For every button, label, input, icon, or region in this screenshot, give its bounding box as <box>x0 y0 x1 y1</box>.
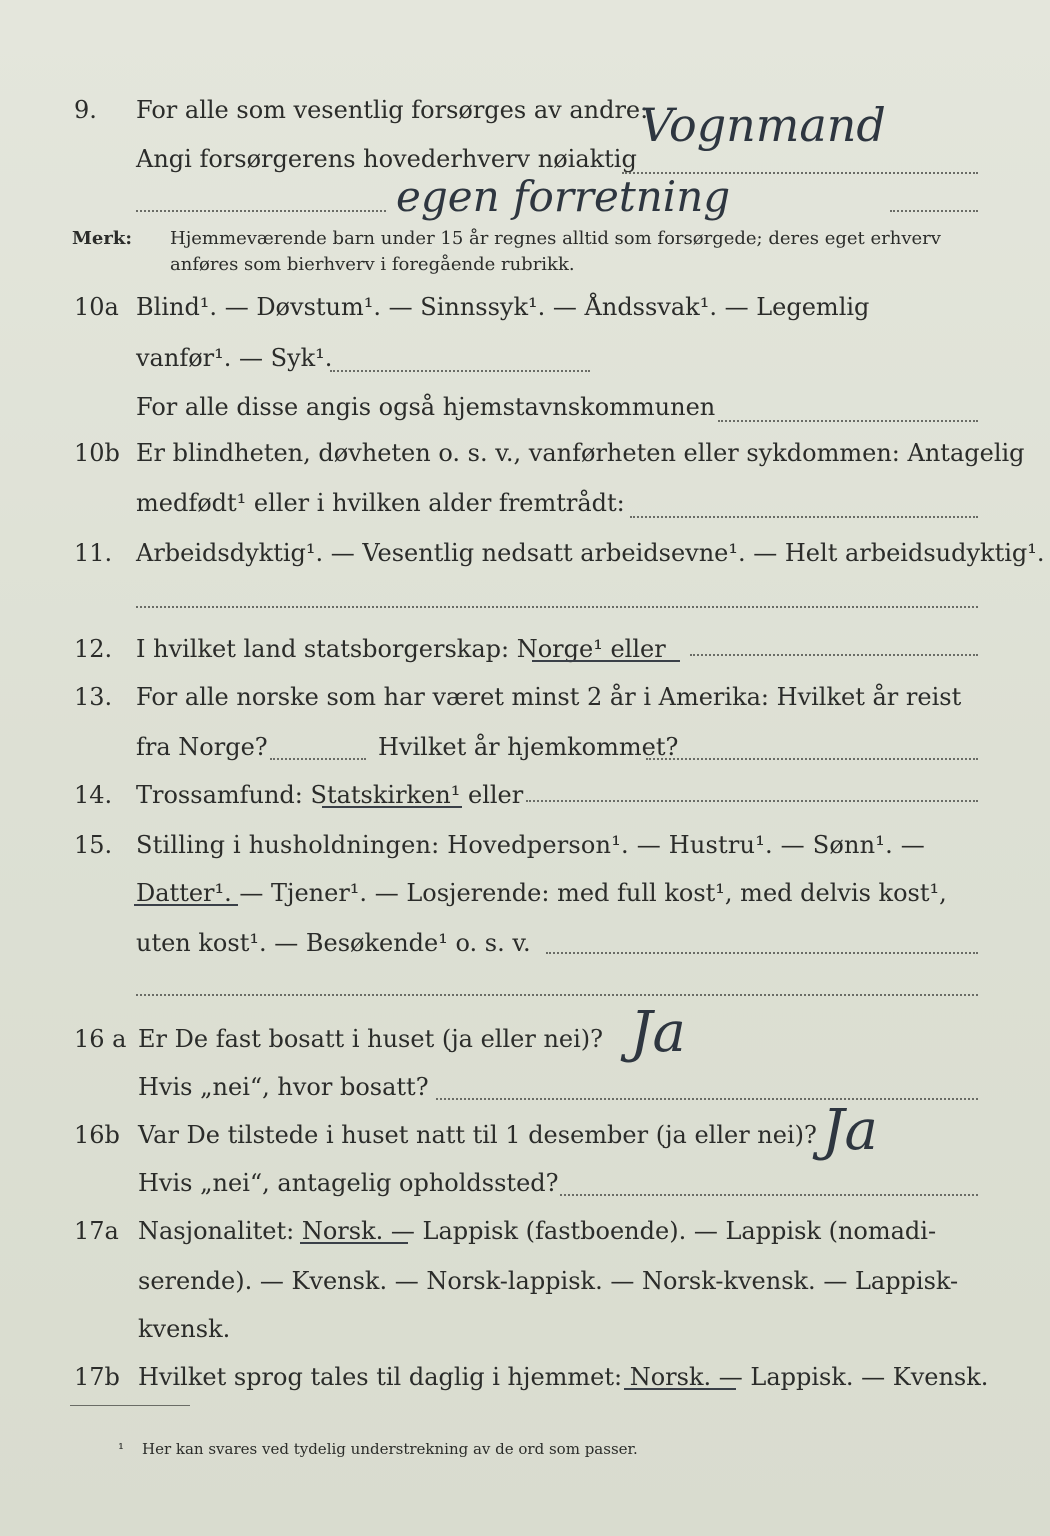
q14-line1: Trossamfund: Statskirken¹ eller <box>136 781 524 809</box>
q12-line1: I hvilket land statsborgerskap: Norge¹ eller <box>136 635 666 663</box>
q16b-line2-dots <box>560 1194 978 1196</box>
q14-dots <box>526 800 978 802</box>
q9-answer-occupation: Vognmand <box>640 98 886 152</box>
q10a-line3: For alle disse angis også hjemstavnskommunen <box>136 393 716 421</box>
q17a-line3: kvensk. <box>138 1315 231 1343</box>
q11-number: 11. <box>74 539 113 567</box>
q16a-line1: Er De fast bosatt i huset (ja eller nei)? <box>138 1025 604 1053</box>
q10b-line1: Er blindheten, døvheten o. s. v., vanførheten eller sykdommen: Antagelig <box>136 439 1025 467</box>
q13-line2b-dots <box>646 758 978 760</box>
q15-number: 15. <box>74 831 113 859</box>
q17b-number: 17b <box>74 1363 120 1391</box>
q15-line3-dots <box>546 952 978 954</box>
merk-line2: anføres som bierhverv i foregående rubrikk. <box>170 254 575 275</box>
q10a-line3-dots <box>718 420 978 422</box>
q12-dots <box>690 654 978 656</box>
q11-line1: Arbeidsdyktig¹. — Vesentlig nedsatt arbeidsevne¹. — Helt arbeidsudyktig¹. <box>136 539 1045 567</box>
q16a-number: 16 a <box>74 1025 127 1053</box>
q17a-line1: Nasjonalitet: Norsk. — Lappisk (fastboende). — Lappisk (nomadi- <box>138 1217 937 1245</box>
q13-line1: For alle norske som har været minst 2 år i Amerika: Hvilket år reist <box>136 683 962 711</box>
q16a-answer: Ja <box>630 1000 686 1065</box>
q12-number: 12. <box>74 635 113 663</box>
q17a-norsk-underline <box>300 1242 408 1244</box>
q16a-line2-dots <box>436 1098 978 1100</box>
footnote-divider <box>70 1405 190 1406</box>
q16b-number: 16b <box>74 1121 120 1149</box>
q9-line2: Angi forsørgerens hovederhverv nøiaktig <box>136 145 637 173</box>
q14-statskirken-underline <box>322 806 462 808</box>
q17a-line2: serende). — Kvensk. — Norsk-lappisk. — Norsk-kvensk. — Lappisk- <box>138 1267 959 1295</box>
q17b-norsk-underline <box>624 1388 736 1390</box>
q10a-line2: vanfør¹. — Syk¹. <box>136 344 333 372</box>
q17b-line1: Hvilket sprog tales til daglig i hjemmet: Norsk. — Lappisk. — Kvensk. <box>138 1363 989 1391</box>
q9-line3-dots-left <box>136 210 386 212</box>
q10a-number: 10a <box>74 293 119 321</box>
q9-answer-business: egen forretning <box>396 172 731 221</box>
q16b-answer: Ja <box>822 1098 878 1163</box>
q10b-line2-dots <box>630 516 978 518</box>
q10b-line2: medfødt¹ eller i hvilken alder fremtrådt: <box>136 489 625 517</box>
q9-line1: For alle som vesentlig forsørges av andre: <box>136 96 649 124</box>
q15-answer-dots <box>136 994 978 996</box>
q9-line3-dots-right <box>890 210 978 212</box>
q13-line2a-dots <box>270 758 366 760</box>
q15-line3: uten kost¹. — Besøkende¹ o. s. v. <box>136 929 531 957</box>
q11-answer-dots <box>136 606 978 608</box>
merk-line1: Hjemmeværende barn under 15 år regnes alltid som forsørgede; deres eget erhverv <box>170 228 941 249</box>
q12-norge-underline <box>532 660 680 662</box>
q13-line2b: Hvilket år hjemkommet? <box>378 733 679 761</box>
q15-datter-underline <box>134 904 238 906</box>
merk-label: Merk: <box>72 228 132 249</box>
q13-number: 13. <box>74 683 113 711</box>
q16b-line2: Hvis „nei“, antagelig opholdssted? <box>138 1169 559 1197</box>
footnote-mark: ¹ <box>118 1440 125 1458</box>
q16a-line2: Hvis „nei“, hvor bosatt? <box>138 1073 429 1101</box>
q13-line2a: fra Norge? <box>136 733 268 761</box>
q15-line2: Datter¹. — Tjener¹. — Losjerende: med full kost¹, med delvis kost¹, <box>136 879 947 907</box>
q16b-line1: Var De tilstede i huset natt til 1 desember (ja eller nei)? <box>138 1121 817 1149</box>
q10b-number: 10b <box>74 439 120 467</box>
q17a-number: 17a <box>74 1217 119 1245</box>
q14-number: 14. <box>74 781 113 809</box>
footnote-text: Her kan svares ved tydelig understrekning av de ord som passer. <box>142 1440 638 1458</box>
q10a-line2-dots <box>330 370 590 372</box>
q10a-line1: Blind¹. — Døvstum¹. — Sinnssyk¹. — Åndssvak¹. — Legemlig <box>136 293 870 321</box>
q15-line1: Stilling i husholdningen: Hovedperson¹. — Hustru¹. — Sønn¹. — <box>136 831 925 859</box>
q9-number: 9. <box>74 96 97 124</box>
